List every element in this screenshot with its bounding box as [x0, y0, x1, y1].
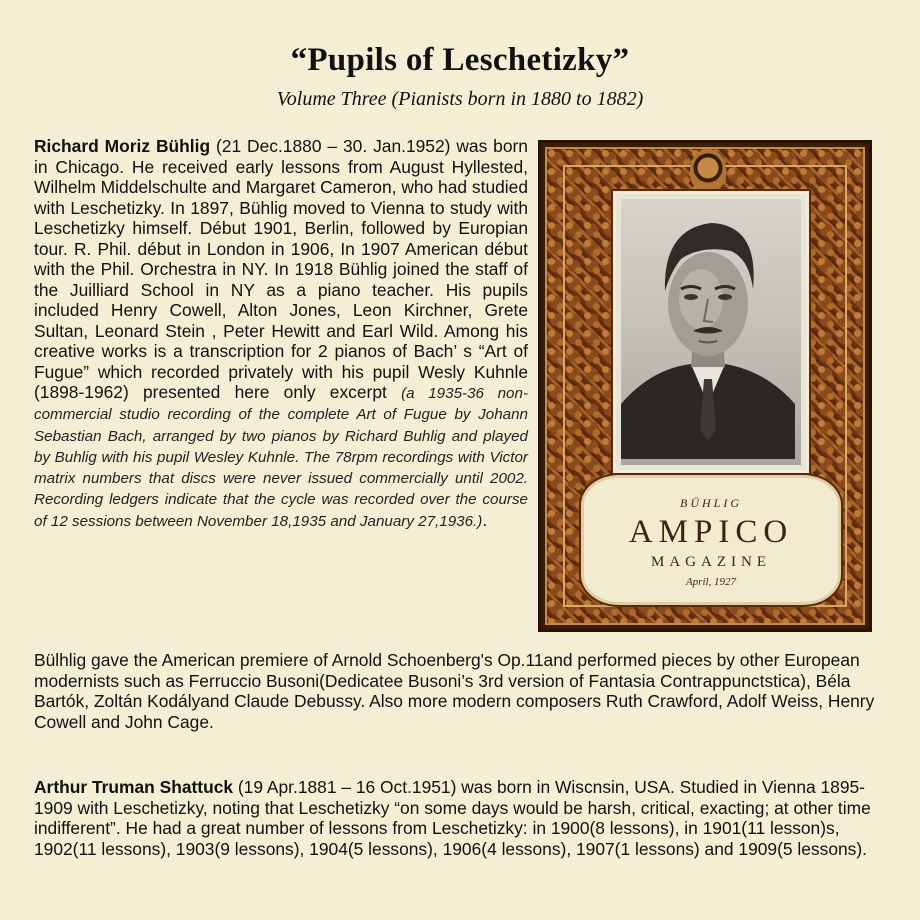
buhlig-bio-text: (21 Dec.1880 – 30. Jan.1952) was born in Chicago. He received early lessons from August Hyllested, Wilhelm Middelschulte and Margaret Cameron, who had studied with Leschetizky. In 1897, Bühlig moved to Vienna to study with Leschetizky himself. Début 1901, Berlin, followed by Europian tour. R. Phil. début in London in 1906, In 1907 American début with the Phil. Orchestra in NY. In 1918 Bühlig joined the staff of the Juilliard School in NY as a piano teacher. His pupils included Henry Cowell, Alton Jones, Leon Kirchner, Grete Sultan, Leonard Stein , Peter Hewitt and Earl Wild. Among his creative works is a transcription for 2 pianos of Bach’ s “Art of Fugue” which recorded privately with his pupil Wesly Kuhnle (1898-1962) presented here only excerpt: [34, 136, 528, 402]
recording-note-end: .: [482, 509, 488, 530]
portrait-illustration: [621, 199, 795, 459]
buhlig-continuation: Bülhlig gave the American premiere of Arnold Schoenberg's Op.11and performed pieces by other European modernists such as Ferruccio Busoni(Dedicatee Busoni’s 3rd version of Fantasia Contrappunctstica), Béla Bartók, Zoltán Kodályand Claude Debussy. Also more modern composers Ruth Crawford, Adolf Weiss, Henry Cowell and John Cage.: [34, 650, 875, 732]
cover-sub-title: MAGAZINE: [651, 554, 771, 570]
page-title: “Pupils of Leschetizky”: [290, 42, 630, 78]
magazine-title-cartouche: [581, 475, 841, 605]
cover-date: April, 1927: [685, 576, 737, 588]
shattuck-bio-text: (19 Apr.1881 – 16 Oct.1951) was born in Wiscnsin, USA. Studied in Vienna 1895-1909 with Leschetizky, noting that Leschetizky “on some days would be harsh, critical, exacting; at other time indifferent”. He had a great number of lessons from Leschetizky: in 1900(8 lessons), in 1901(11 lesson)s, 1902(11 lessons), 1903(9 lessons), 1904(5 lessons), 1906(4 lessons), 1907(1 lessons) and 1909(5 lessons).: [34, 777, 871, 859]
page-subtitle: Volume Three (Pianists born in 1880 to 1882): [276, 88, 644, 110]
portrait-frame: [613, 191, 809, 473]
crest-ornament: [690, 149, 726, 191]
cover-small-title: BÜHLIG: [680, 496, 742, 510]
shattuck-bio: [34, 777, 886, 859]
buhlig-bio-column: [34, 136, 528, 531]
recording-note: (a 1935-36 non-commercial studio recording of the complete Art of Fugue by Johann Sebastian Bach, arranged by two pianos by Richard Buhlig and played by Buhlig with his pupil Wesley Kuhnle. The 78rpm recordings with Victor matrix numbers that discs were never issued commercially until 2002. Recording ledgers indicate that the cycle was recorded over the course of 12 sessions between November 18,1935 and January 27,1936.): [34, 385, 529, 530]
ampico-magazine-cover: [538, 140, 872, 632]
buhlig-portrait: [621, 199, 801, 465]
buhlig-name: Richard Moriz Bühlig: [34, 136, 211, 156]
cover-main-title: AMPICO: [628, 514, 794, 550]
shattuck-name: Arthur Truman Shattuck: [34, 777, 234, 797]
